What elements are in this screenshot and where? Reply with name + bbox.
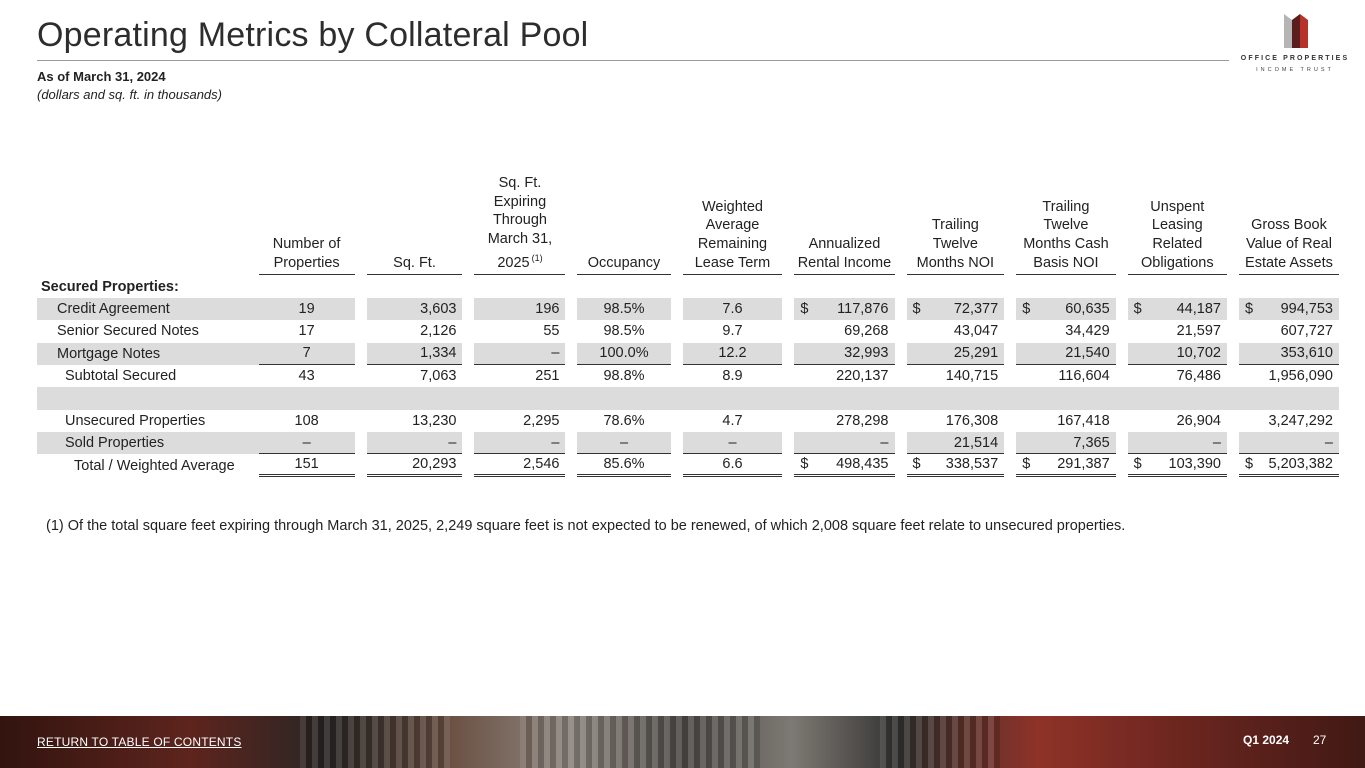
section-heading-row bbox=[37, 275, 1339, 297]
section-heading: Secured Properties: bbox=[41, 278, 179, 295]
cell-expiring: – bbox=[474, 432, 565, 454]
cell-rental-income: 278,298 bbox=[836, 412, 889, 429]
cell-cash-noi: 7,365 bbox=[1016, 432, 1115, 454]
currency-symbol: $ bbox=[1133, 456, 1142, 473]
logo-text-line1: OFFICE PROPERTIES bbox=[1240, 55, 1350, 62]
col-ttm-noi: Trailing Twelve Months NOI bbox=[907, 174, 1005, 275]
cell-sqft: 20,293 bbox=[367, 454, 463, 476]
cell-properties: 19 bbox=[259, 298, 355, 320]
cell-sqft: 1,334 bbox=[367, 343, 463, 365]
cell-value: 60,635 bbox=[1065, 300, 1110, 317]
cell-occupancy: 98.5% bbox=[603, 323, 645, 340]
title-divider bbox=[37, 60, 1229, 61]
table-row bbox=[37, 320, 1339, 342]
cell-expiring: – bbox=[474, 343, 565, 365]
col-sq-ft-expiring bbox=[474, 174, 565, 275]
cell-wale: 9.7 bbox=[722, 323, 743, 340]
units-note: (dollars and sq. ft. in thousands) bbox=[37, 87, 222, 102]
col-ttm-cash-noi: Trailing Twelve Months Cash Basis NOI bbox=[1016, 174, 1115, 275]
cell-occupancy: – bbox=[577, 432, 670, 454]
col-sq-ft: Sq. Ft. bbox=[367, 174, 463, 275]
operating-metrics-table bbox=[37, 174, 1339, 477]
cell-rental-income: 220,137 bbox=[836, 368, 889, 385]
currency-symbol: $ bbox=[800, 300, 809, 317]
cell-value: 338,537 bbox=[945, 456, 999, 473]
cell-unspent: 10,702 bbox=[1128, 343, 1227, 365]
cell-occupancy: 78.6% bbox=[603, 412, 645, 429]
col-unspent-leasing: Unspent Leasing Related Obligations bbox=[1128, 174, 1227, 275]
col-sq-ft-expiring-label: Sq. Ft. Expiring Through March 31, 2025 bbox=[487, 175, 553, 271]
spacer-row bbox=[37, 387, 1339, 409]
cell-rental-income: 32,993 bbox=[794, 343, 894, 365]
cell-wale: – bbox=[683, 432, 783, 454]
label-column-header bbox=[37, 174, 259, 275]
cell-value: 291,387 bbox=[1057, 456, 1110, 473]
cell-rental-income: – bbox=[794, 432, 894, 454]
cell-wale: 8.9 bbox=[722, 368, 743, 385]
row-label: Total / Weighted Average bbox=[74, 457, 235, 474]
cell-value: 117,876 bbox=[837, 300, 889, 317]
cell-noi: 176,308 bbox=[945, 412, 999, 429]
currency-symbol: $ bbox=[1022, 300, 1031, 317]
cell-unspent: 26,904 bbox=[1176, 412, 1221, 429]
currency-symbol: $ bbox=[800, 456, 809, 473]
page-title: Operating Metrics by Collateral Pool bbox=[37, 16, 589, 54]
table-row bbox=[37, 343, 1339, 365]
cell-expiring: 2,295 bbox=[523, 412, 560, 429]
logo-text-line2: INCOME TRUST bbox=[1256, 67, 1334, 73]
currency-symbol: $ bbox=[912, 456, 921, 473]
currency-symbol: $ bbox=[1244, 456, 1254, 473]
cell-rental-income bbox=[794, 454, 894, 476]
row-label: Senior Secured Notes bbox=[57, 323, 199, 340]
cell-sqft: 3,603 bbox=[367, 298, 463, 320]
row-label: Unsecured Properties bbox=[65, 412, 206, 429]
cell-wale: 7.6 bbox=[683, 298, 783, 320]
footnote-marker: (1) bbox=[531, 252, 543, 263]
cell-noi: 140,715 bbox=[945, 368, 999, 385]
cell-noi: 25,291 bbox=[907, 343, 1005, 365]
cell-wale: 4.7 bbox=[722, 412, 743, 429]
cell-value: 994,753 bbox=[1280, 300, 1333, 317]
return-to-toc-link[interactable]: RETURN TO TABLE OF CONTENTS bbox=[37, 735, 242, 749]
cell-sqft: 7,063 bbox=[420, 368, 457, 385]
row-label: Credit Agreement bbox=[37, 298, 259, 320]
cell-rental-income bbox=[794, 298, 894, 320]
cell-noi bbox=[907, 454, 1005, 476]
cell-unspent: 21,597 bbox=[1176, 323, 1221, 340]
cell-gross-book: 3,247,292 bbox=[1268, 412, 1333, 429]
cell-properties: 7 bbox=[259, 343, 355, 365]
cell-noi: 43,047 bbox=[953, 323, 999, 340]
cell-gross-book bbox=[1239, 454, 1339, 476]
cell-properties: 108 bbox=[294, 412, 319, 429]
cell-rental-income: 69,268 bbox=[844, 323, 889, 340]
col-annualized-rental-income: Annualized Rental Income bbox=[794, 174, 894, 275]
row-label: Subtotal Secured bbox=[65, 368, 177, 385]
col-wale: Weighted Average Remaining Lease Term bbox=[683, 174, 783, 275]
cell-occupancy: 98.5% bbox=[577, 298, 670, 320]
table-row bbox=[37, 410, 1339, 432]
company-logo bbox=[1240, 12, 1350, 76]
col-occupancy: Occupancy bbox=[577, 174, 670, 275]
total-row bbox=[37, 454, 1339, 476]
table-row bbox=[37, 432, 1339, 454]
cell-properties: 43 bbox=[298, 368, 315, 385]
cell-wale: 12.2 bbox=[683, 343, 783, 365]
cell-occupancy: 98.8% bbox=[603, 368, 645, 385]
cell-occupancy: 100.0% bbox=[577, 343, 670, 365]
subtotal-row bbox=[37, 365, 1339, 387]
row-label: Mortgage Notes bbox=[37, 343, 259, 365]
col-number-of-properties: Number of Properties bbox=[259, 174, 355, 275]
cell-noi bbox=[907, 298, 1005, 320]
cell-unspent bbox=[1128, 454, 1227, 476]
cell-expiring: 55 bbox=[543, 323, 560, 340]
cell-occupancy: 85.6% bbox=[577, 454, 670, 476]
footnote: (1) Of the total square feet expiring through March 31, 2025, 2,249 square feet is not expected to be renewed, of which 2,008 square feet relate to unsecured properties. bbox=[46, 518, 1126, 534]
cell-properties: – bbox=[259, 432, 355, 454]
cell-value: 103,390 bbox=[1168, 456, 1221, 473]
cell-gross-book bbox=[1239, 298, 1339, 320]
logo-mark-icon bbox=[1284, 14, 1308, 48]
cell-unspent bbox=[1128, 298, 1227, 320]
cell-cash-noi: 116,604 bbox=[1058, 368, 1110, 385]
cell-cash-noi bbox=[1016, 298, 1115, 320]
cell-cash-noi: 34,429 bbox=[1065, 323, 1110, 340]
cell-cash-noi bbox=[1016, 454, 1115, 476]
cell-noi: 21,514 bbox=[907, 432, 1005, 454]
cell-expiring: 196 bbox=[474, 298, 565, 320]
cell-sqft: 13,230 bbox=[412, 412, 457, 429]
cell-unspent: 76,486 bbox=[1176, 368, 1221, 385]
quarter-label: Q1 2024 bbox=[1243, 733, 1290, 747]
cell-gross-book: – bbox=[1239, 432, 1339, 454]
cell-expiring: 2,546 bbox=[474, 454, 565, 476]
currency-symbol: $ bbox=[1133, 300, 1142, 317]
as-of-date: As of March 31, 2024 bbox=[37, 69, 166, 84]
cell-cash-noi: 21,540 bbox=[1016, 343, 1115, 365]
cell-wale: 6.6 bbox=[683, 454, 783, 476]
cell-gross-book: 353,610 bbox=[1239, 343, 1339, 365]
currency-symbol: $ bbox=[1244, 300, 1254, 317]
currency-symbol: $ bbox=[912, 300, 921, 317]
header-row bbox=[37, 174, 1339, 275]
cell-value: 72,377 bbox=[953, 300, 999, 317]
cell-value: 44,187 bbox=[1176, 300, 1221, 317]
cell-cash-noi: 167,418 bbox=[1057, 412, 1110, 429]
row-label: Sold Properties bbox=[37, 432, 259, 454]
cell-value: 5,203,382 bbox=[1268, 456, 1333, 473]
cell-properties: 151 bbox=[259, 454, 355, 476]
cell-properties: 17 bbox=[298, 323, 315, 340]
page-number: 27 bbox=[1313, 733, 1327, 747]
cell-unspent: – bbox=[1128, 432, 1227, 454]
currency-symbol: $ bbox=[1022, 456, 1031, 473]
col-gross-book-value: Gross Book Value of Real Estate Assets bbox=[1239, 174, 1339, 275]
table-row bbox=[37, 298, 1339, 320]
cell-sqft: – bbox=[367, 432, 463, 454]
cell-gross-book: 1,956,090 bbox=[1268, 368, 1333, 385]
cell-value: 498,435 bbox=[836, 456, 889, 473]
cell-sqft: 2,126 bbox=[420, 323, 457, 340]
cell-expiring: 251 bbox=[535, 368, 560, 385]
cell-gross-book: 607,727 bbox=[1280, 323, 1333, 340]
